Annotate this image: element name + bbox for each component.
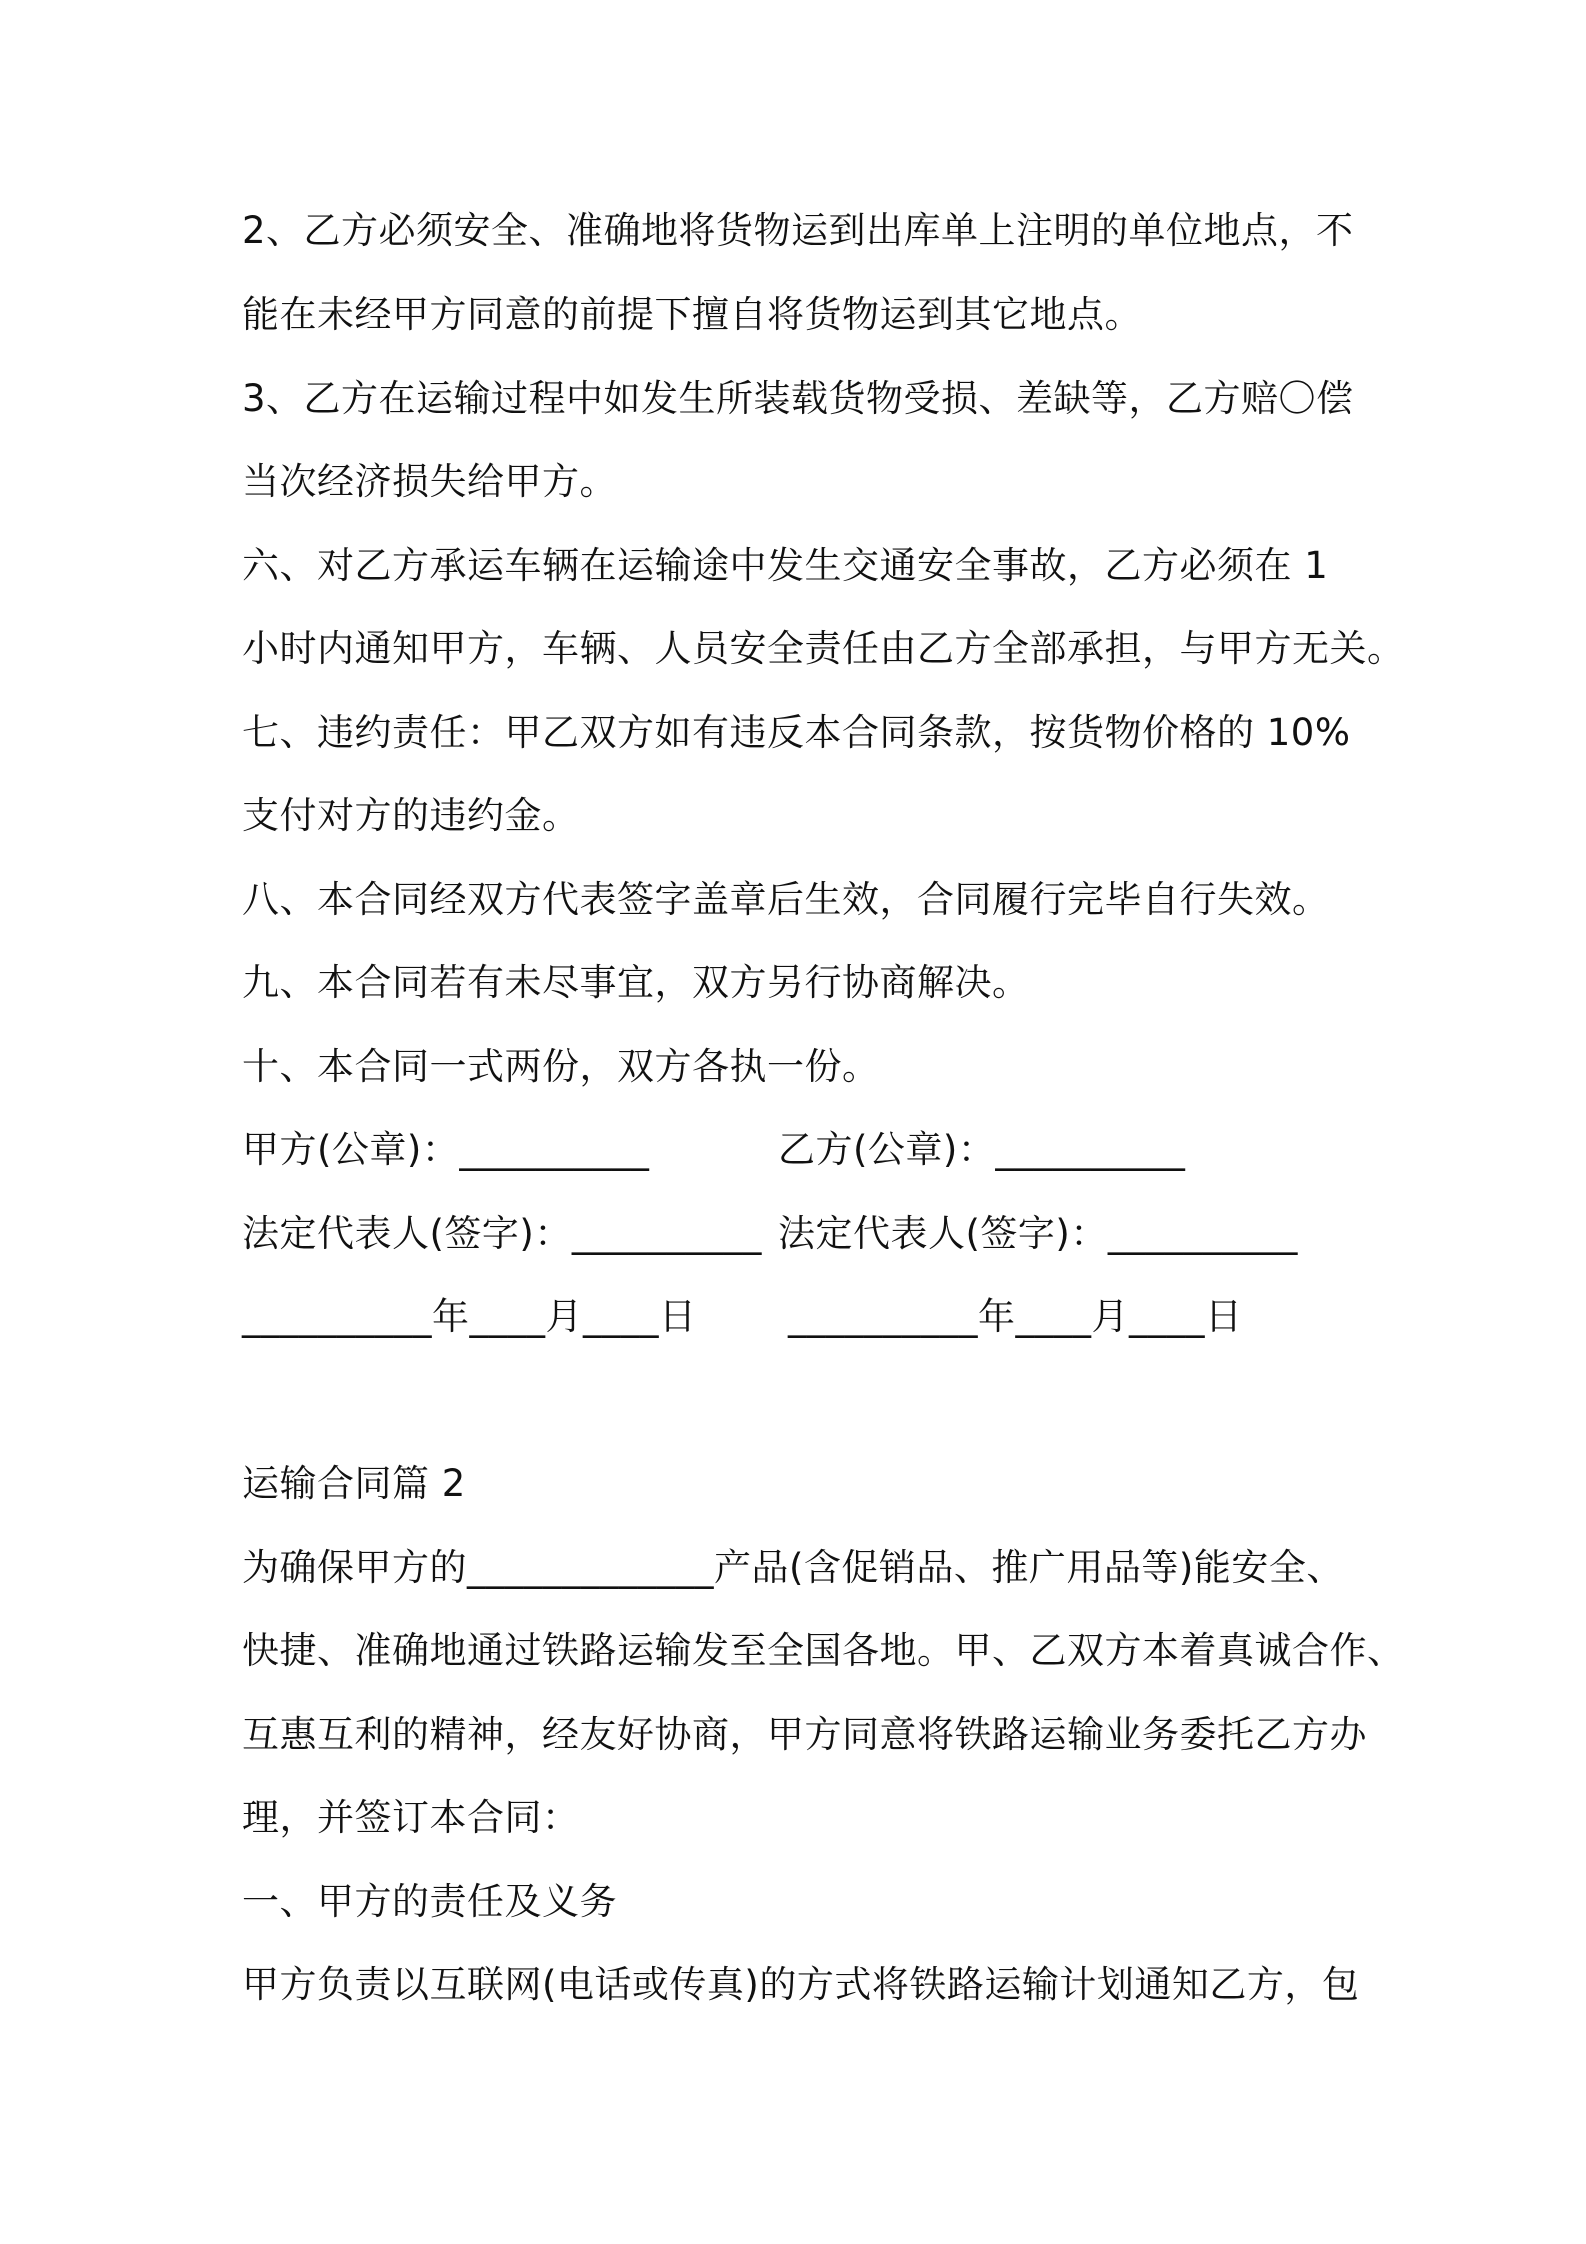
clause-7-line-2: 支付对方的违约金。 <box>242 794 580 837</box>
clause-9: 九、本合同若有未尽事宜，双方另行协商解决。 <box>242 961 1030 1004</box>
party-b-representative: 法定代表人(签字)：__________ <box>778 1212 1298 1255</box>
party-a-seal: 甲方(公章)：__________ <box>242 1128 650 1171</box>
clause-2-line-2: 能在未经甲方同意的前提下擅自将货物运到其它地点。 <box>242 293 1142 336</box>
clause-6-line-1: 六、对乙方承运车辆在运输途中发生交通安全事故，乙方必须在 1 <box>242 544 1329 587</box>
section-2-line-2: 快捷、准确地通过铁路运输发至全国各地。甲、乙双方本着真诚合作、 <box>242 1629 1405 1672</box>
clause-8: 八、本合同经双方代表签字盖章后生效，合同履行完毕自行失效。 <box>242 878 1330 921</box>
party-b-seal: 乙方(公章)：__________ <box>778 1128 1186 1171</box>
party-a-representative: 法定代表人(签字)：__________ <box>242 1212 762 1255</box>
party-a-date: __________年____月____日 <box>242 1295 697 1338</box>
section-2-line-4: 理，并签订本合同： <box>242 1796 580 1839</box>
section-2-line-6: 甲方负责以互联网(电话或传真)的方式将铁路运输计划通知乙方，包 <box>242 1963 1360 2006</box>
clause-6-line-2: 小时内通知甲方，车辆、人员安全责任由乙方全部承担，与甲方无关。 <box>242 627 1405 670</box>
clause-3-line-1: 3、乙方在运输过程中如发生所装载货物受损、差缺等，乙方赔〇偿 <box>242 377 1354 420</box>
party-b-date: __________年____月____日 <box>788 1295 1243 1338</box>
clause-10: 十、本合同一式两份，双方各执一份。 <box>242 1045 880 1088</box>
section-2-line-1: 为确保甲方的_____________产品(含促销品、推广用品等)能安全、 <box>242 1546 1344 1589</box>
section-2-line-3: 互惠互利的精神，经友好协商，甲方同意将铁路运输业务委托乙方办 <box>242 1713 1367 1756</box>
section-2-heading-1: 一、甲方的责任及义务 <box>242 1880 617 1923</box>
section-2-title: 运输合同篇 2 <box>242 1462 466 1505</box>
clause-7-line-1: 七、违约责任：甲乙双方如有违反本合同条款，按货物价格的 10% <box>242 711 1351 754</box>
clause-3-line-2: 当次经济损失给甲方。 <box>242 460 617 503</box>
clause-2-line-1: 2、乙方必须安全、准确地将货物运到出库单上注明的单位地点，不 <box>242 209 1354 252</box>
